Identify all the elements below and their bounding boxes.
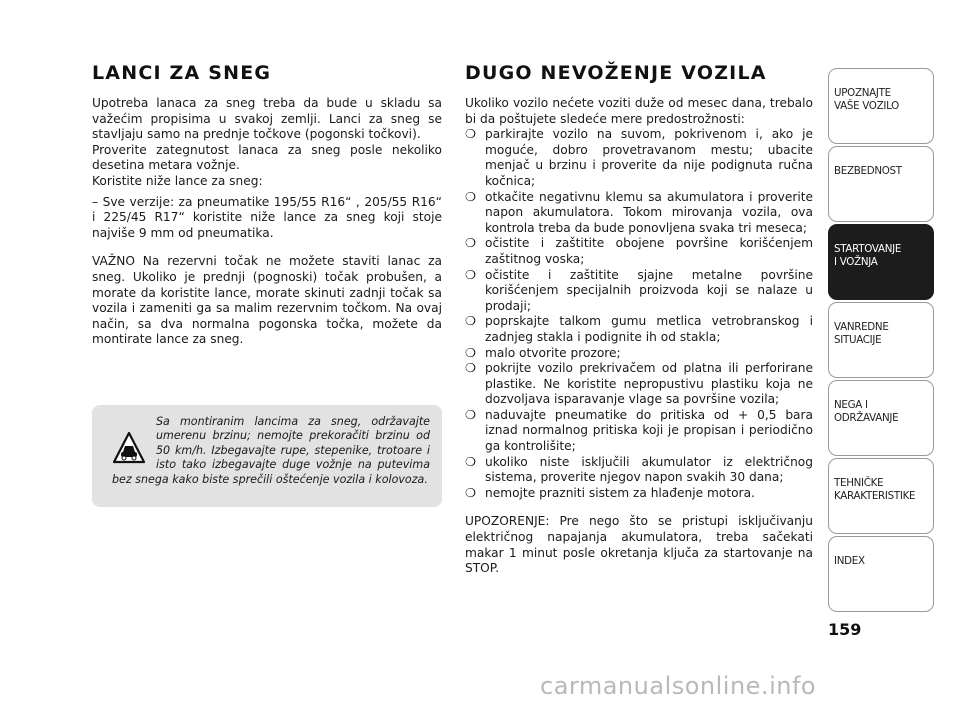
list-item: ❍ malo otvorite prozore; <box>465 345 621 360</box>
chains-paragraph-4: – Sve verzije: za pneumatike 195/55 R16“ , 205/55 R16“ i 225/45 R17“ koristite niže lance za sneg koji stoje najviše 9 mm od pneumatika. <box>92 194 442 240</box>
tab-vanredne-situacije[interactable]: VANREDNE SITUACIJE <box>828 302 934 378</box>
right-column <box>465 62 813 577</box>
tab-tehnicke-karakteristike[interactable]: TEHNIČKE KARAKTERISTIKE <box>828 458 934 534</box>
chapter-tabs <box>828 68 934 614</box>
bullet-icon: ❍ <box>465 361 476 376</box>
section-title-snow-chains: LANCI ZA SNEG <box>92 62 272 84</box>
list-item: ❍ naduvajte pneumatike do pritiska od + 0,5 bara iznad normalnog pritiska koji je propisan i periodično ga kontrolišite; <box>465 407 813 454</box>
list-item: ❍ poprskajte talkom gumu metlica vetrobranskog i zadnjeg stakla i podignite ih od stakla; <box>465 314 813 344</box>
warning-text: Sa montiranim lancima za sneg, održavajte umerenu brzinu; nemojte prekoračiti brzinu od 50 km/h. Izbegavajte rupe, stepenike, trotoare i isto tako izbegavajte duge vožnje na putevima bez snega kako biste sprečili oštećenje vozila i kolovoza. <box>112 415 430 486</box>
chains-paragraph-2: Proverite zategnutost lanaca za sneg posle nekoliko desetina metara vožnje. <box>92 142 442 173</box>
tab-index[interactable]: INDEX <box>828 536 934 612</box>
bullet-icon: ❍ <box>465 314 476 329</box>
tab-upoznajte-vase-vozilo[interactable]: UPOZNAJTE VAŠE VOZILO <box>828 68 934 144</box>
storage-precautions-list <box>465 127 813 501</box>
bullet-icon: ❍ <box>465 127 476 142</box>
chains-paragraph-1: Upotreba lanaca za sneg treba da bude u skladu sa važećim propisima u svakoj zemlji. Lanci za sneg se stavljaju samo na prednje točkove (pogonski točkovi). <box>92 96 442 142</box>
chains-paragraph-important: VAŽNO Na rezervni točak ne možete staviti lanac za sneg. Ukoliko je prednji (pognoski) točak probušen, a morate da koristite lance, morate skinuti zadnji točak sa vozila i zameniti ga sa malim rezervnim točkom. Na ovaj način, sa dva normalna pogonska točka, možete da montirate lance za sneg. <box>92 254 442 347</box>
list-item: ❍ ukoliko niste isključili akumulator iz električnog sistema, proverite njegov napon svakih 30 dana; <box>465 454 813 485</box>
tab-nega-i-odrzavanje[interactable]: NEGA I ODRŽAVANJE <box>828 380 934 456</box>
bullet-icon: ❍ <box>465 485 476 500</box>
section-title-long-storage: DUGO NEVOŽENJE VOZILA <box>465 62 767 84</box>
list-item: ❍ otkačite negativnu klemu sa akumulatora i proverite napon akumulatora. Tokom mirovanja vozila, ova kontrola treba da bude ponovljena svaka tri meseca; <box>465 189 813 235</box>
watermark: carmanualsonline.info <box>540 672 817 700</box>
warning-triangle-snow-chain-icon <box>112 431 146 465</box>
tab-startovanje-i-voznja[interactable]: STARTOVANJE I VOŽNJA <box>828 224 934 300</box>
storage-intro: Ukoliko vozilo nećete voziti duže od mesec dana, trebalo bi da poštujete sledeće mere predostrožnosti: <box>465 96 813 126</box>
list-item: ❍ nemojte prazniti sistem za hlađenje motora. <box>465 485 755 500</box>
bullet-icon: ❍ <box>465 267 476 282</box>
bullet-icon: ❍ <box>465 454 476 469</box>
list-item: ❍ očistite i zaštitite obojene površine korišćenjem zaštitnog voska; <box>465 236 813 266</box>
bullet-icon: ❍ <box>465 345 476 360</box>
list-item: ❍ očistite i zaštitite sjajne metalne površine korišćenjem specijalnih proizvoda koji se nalaze u prodaji; <box>465 267 813 313</box>
bullet-icon: ❍ <box>465 236 476 251</box>
warning-box <box>92 405 442 507</box>
bullet-icon: ❍ <box>465 189 476 204</box>
storage-warning-note: UPOZORENJE: Pre nego što se pristupi isključivanju električnog napajanja akumulatora, treba sačekati makar 1 minut posle okretanja ključa za startovanje na STOP. <box>465 514 813 576</box>
list-item: ❍ parkirajte vozilo na suvom, pokrivenom i, ako je moguće, dobro provetravanom mestu; ubacite menjač u brzinu i proverite da nije podignuta ručna kočnica; <box>465 127 813 188</box>
chains-paragraph-3: Koristite niže lance za sneg: <box>92 173 263 188</box>
bullet-icon: ❍ <box>465 407 476 422</box>
list-item: ❍ pokrijte vozilo prekrivačem od platna ili perforirane plastike. Ne koristite nepropustivu plastiku koja ne dozvoljava isparavanje vlage sa površine vozila; <box>465 361 813 407</box>
left-column <box>92 62 442 348</box>
page-number: 159 <box>828 620 862 639</box>
tab-bezbednost[interactable]: BEZBEDNOST <box>828 146 934 222</box>
